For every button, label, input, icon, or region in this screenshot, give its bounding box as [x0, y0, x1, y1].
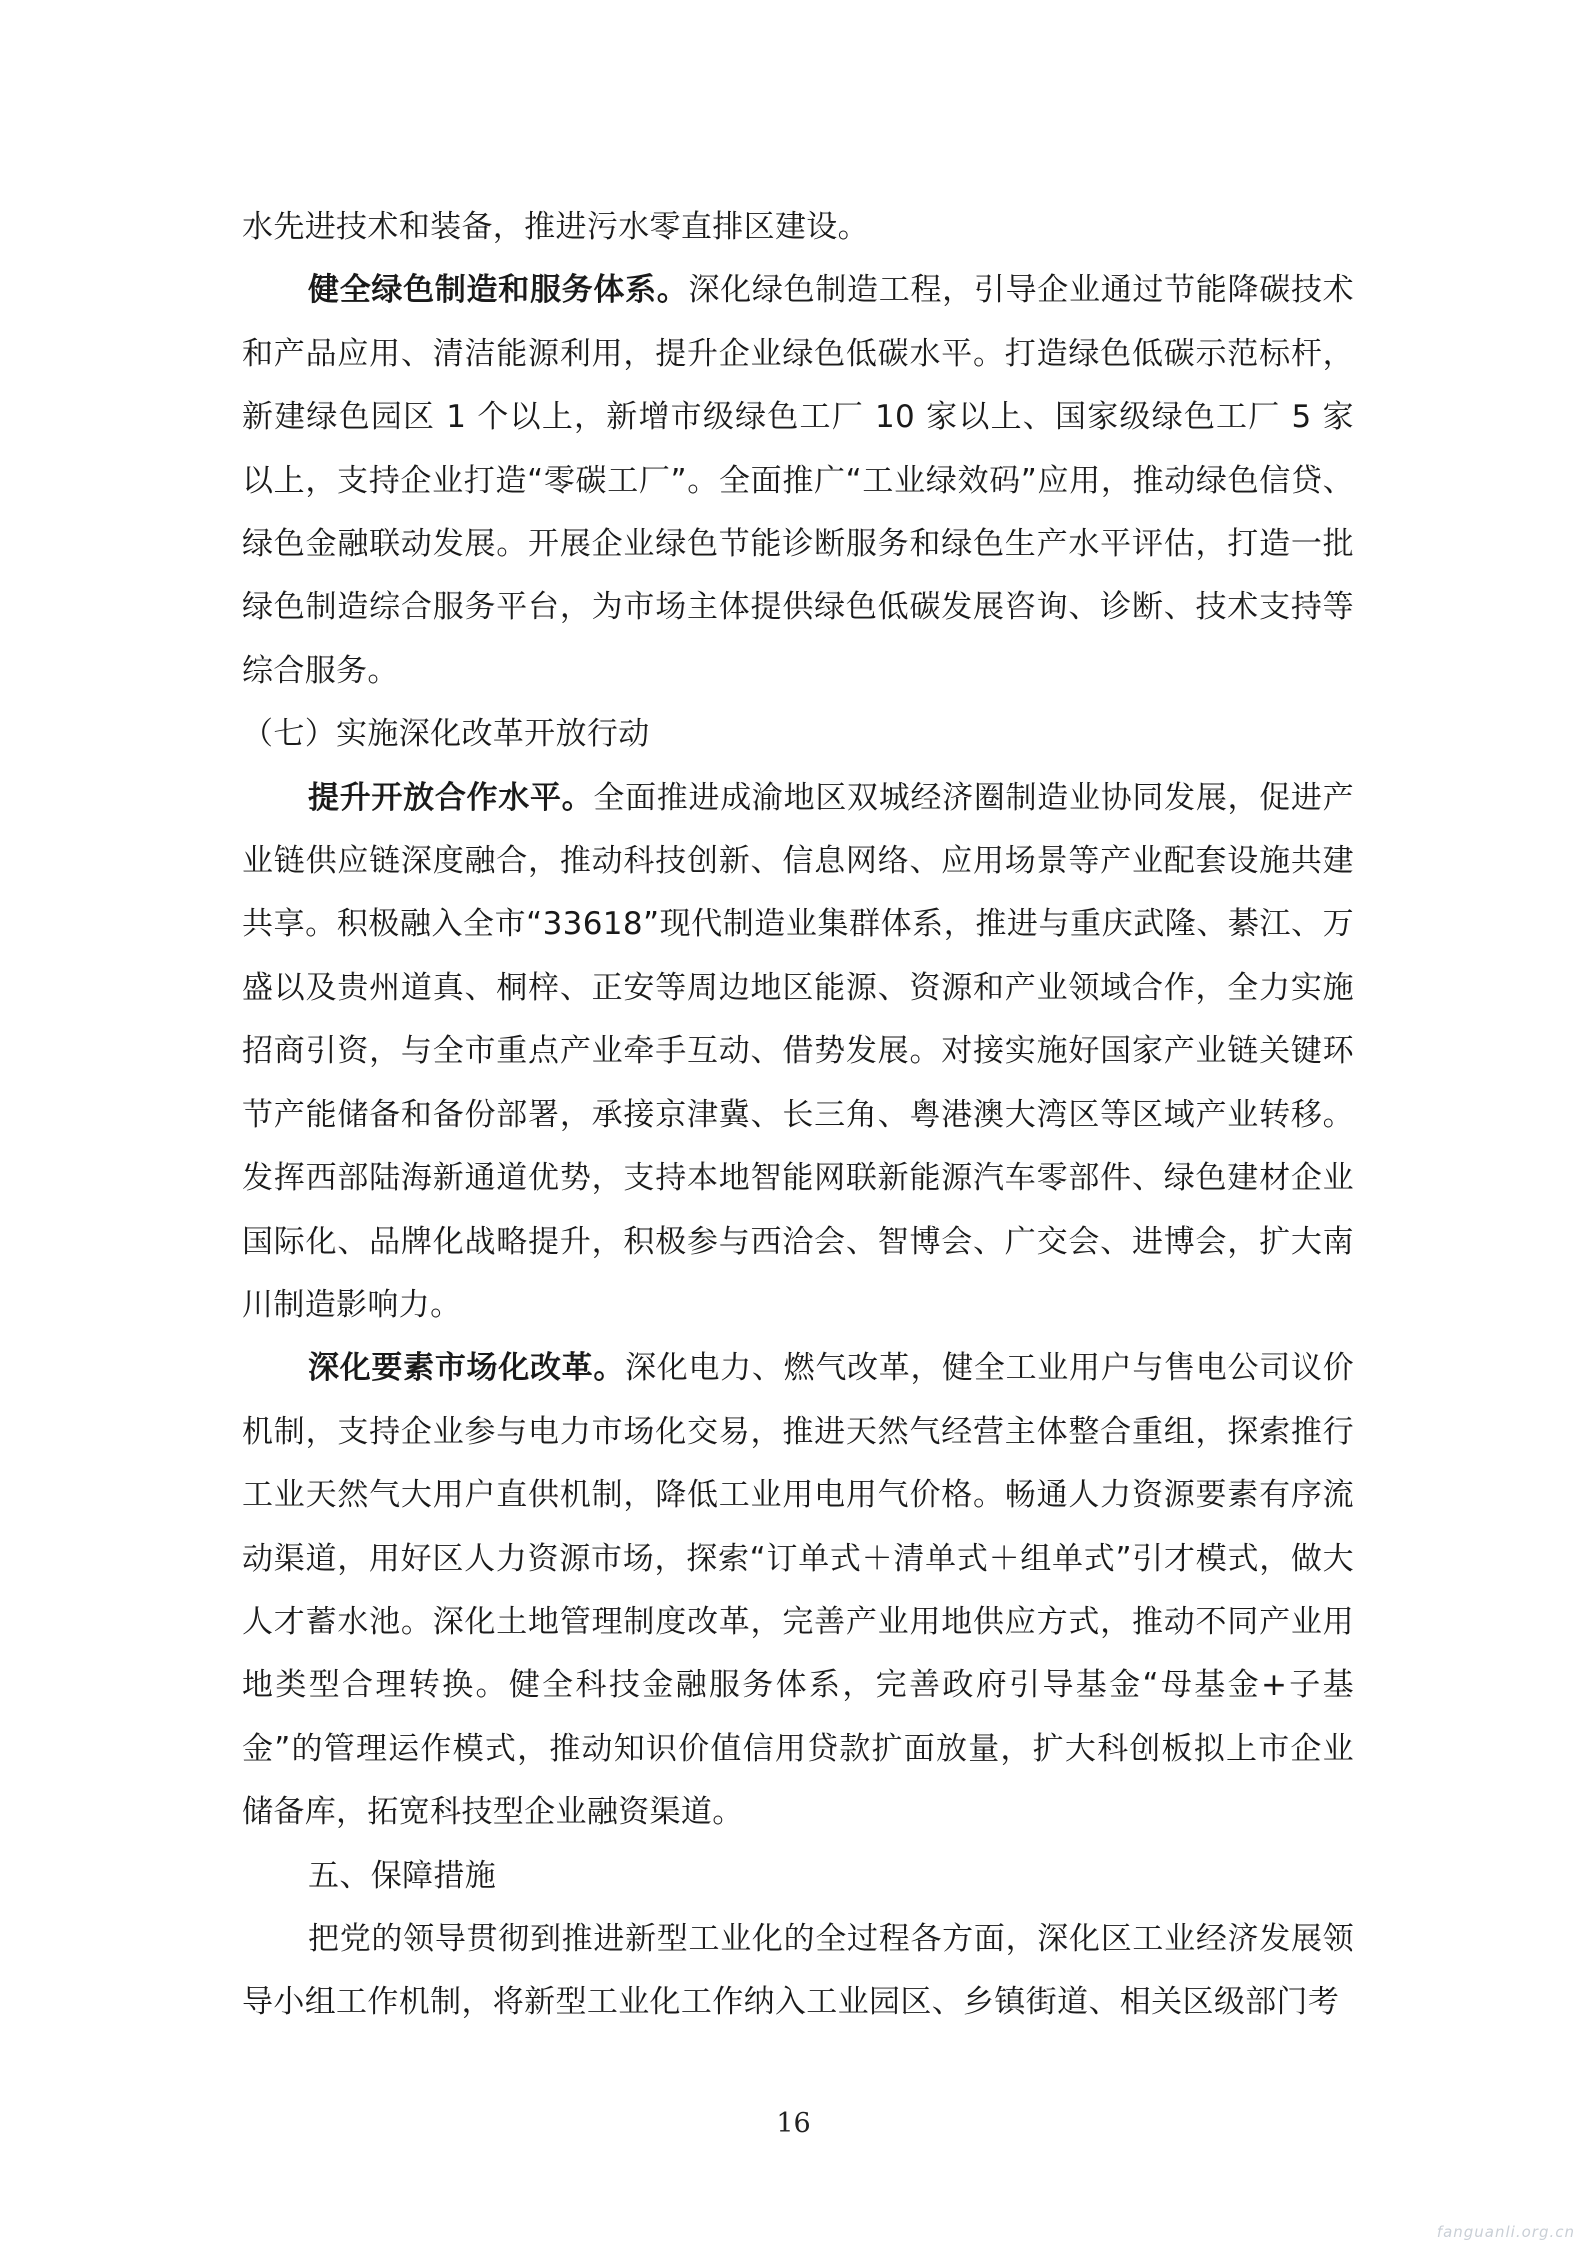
paragraph-text: 把党的领导贯彻到推进新型工业化的全过程各方面，深化区工业经济发展领导小组工作机制，将新型工业化工作纳入工业园区、乡镇街道、相关区级部门考 [242, 1920, 1354, 2021]
paragraph-green-manufacturing [242, 259, 1354, 703]
watermark: fanguanli.org.cn [1436, 2223, 1575, 2241]
page-number: 16 [776, 2108, 811, 2139]
paragraph-open-cooperation [242, 767, 1354, 1338]
paragraph-text: 水先进技术和装备，推进污水零直排区建设。 [242, 209, 869, 245]
section-heading-reform [242, 703, 1354, 766]
paragraph-text: 深化绿色制造工程，引导企业通过节能降碳技术和产品应用、清洁能源利用，提升企业绿色低碳水平。打造绿色低碳示范标杆，新建绿色园区 1 个以上，新增市级绿色工厂 10 家以上、国家级绿色工厂 5 家以上，支持企业打造“零碳工厂”。全面推广“工业绿效码”应用，推动绿色信贷、绿色金融联动发展。开展企业绿色节能诊断服务和绿色生产水平评估，打造一批绿色制造综合服务平台，为市场主体提供绿色低碳发展咨询、诊断、技术支持等综合服务。 [242, 272, 1354, 689]
paragraph-party-leadership [242, 1908, 1354, 2035]
paragraph-heading: 健全绿色制造和服务体系。 [308, 272, 689, 309]
document-body [242, 196, 1354, 2035]
section-heading-text: （七）实施深化改革开放行动 [242, 716, 650, 753]
paragraph-text: 深化电力、燃气改革，健全工业用户与售电公司议价机制，支持企业参与电力市场化交易，推进天然气经营主体整合重组，探索推行工业天然气大用户直供机制，降低工业用电用气价格。畅通人力资源要素有序流动渠道，用好区人力资源市场，探索“订单式＋清单式＋组单式”引才模式，做大人才蓄水池。深化土地管理制度改革，完善产业用地供应方式，推动不同产业用地类型合理转换。健全科技金融服务体系，完善政府引导基金“母基金+子基金”的管理运作模式，推动知识价值信用贷款扩面放量，扩大科创板拟上市企业储备库，拓宽科技型企业融资渠道。 [242, 1350, 1354, 1831]
paragraph-heading: 提升开放合作水平。 [308, 779, 594, 816]
paragraph-text: 全面推进成渝地区双城经济圈制造业协同发展，促进产业链供应链深度融合，推动科技创新、信息网络、应用场景等产业配套设施共建共享。积极融入全市“33618”现代制造业集群体系，推进与重庆武隆、綦江、万盛以及贵州道真、桐梓、正安等周边地区能源、资源和产业领域合作，全力实施招商引资，与全市重点产业牵手互动、借势发展。对接实施好国家产业链关键环节产能储备和备份部署，承接京津冀、长三角、粤港澳大湾区等区域产业转移。发挥西部陆海新通道优势，支持本地智能网联新能源汽车零部件、绿色建材企业国际化、品牌化战略提升，积极参与西洽会、智博会、广交会、进博会，扩大南川制造影响力。 [242, 779, 1354, 1323]
section-heading-safeguards [242, 1845, 1354, 1908]
paragraph-heading: 深化要素市场化改革。 [308, 1350, 626, 1387]
section-heading-text: 五、保障措施 [308, 1857, 497, 1894]
paragraph-continuation [242, 196, 1354, 259]
paragraph-market-reform [242, 1337, 1354, 1844]
